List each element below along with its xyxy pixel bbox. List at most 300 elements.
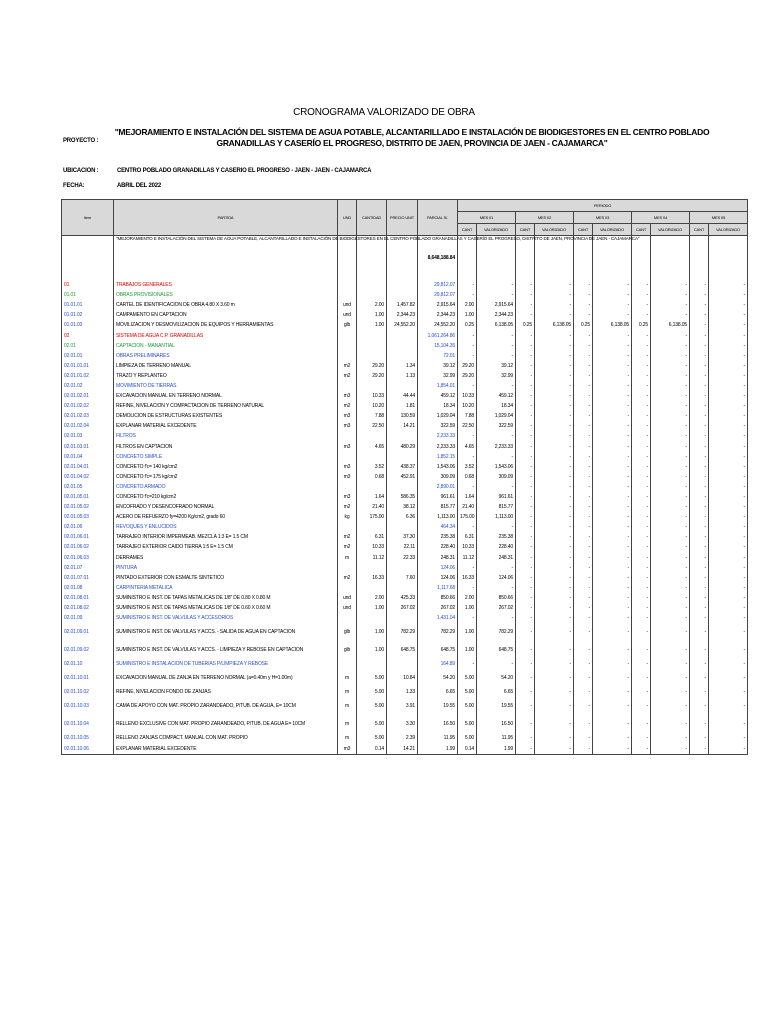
month-valorizado-cell: - [593,573,632,583]
parcial-cell: 18.34 [418,401,458,411]
month-cant-cell: - [632,290,651,300]
item-code: 02.01.03.01 [62,442,114,452]
item-code: 02.01.06.02 [62,542,114,552]
month-cant-cell: - [574,452,593,462]
month-cant-cell: - [690,290,709,300]
month-cant-cell: 16.33 [458,573,477,583]
cantidad-cell: 21.40 [357,502,387,512]
month-valorizado-cell: 6,138.05 [477,320,516,330]
parcial-cell: 72.01 [418,351,458,361]
item-code: 02.01.08.02 [62,603,114,613]
month-cant-cell: - [458,431,477,441]
month-cant-cell: - [516,310,535,320]
month-cant-cell: 0.14 [458,743,477,754]
month-cant-cell: - [690,401,709,411]
month-cant-cell: 1.00 [458,623,477,641]
partida-cell: EXCAVACION MANUAL EN TERRENO NORMAL [114,391,338,401]
month-valorizado-cell: - [651,542,690,552]
parcial-cell: 309.09 [418,472,458,482]
parcial-cell: 124.06 [418,573,458,583]
parcial-cell: 11.95 [418,733,458,743]
month-valorizado-cell: - [535,391,574,401]
parcial-cell: 2,233.33 [418,431,458,441]
precio-cell: 38.12 [387,502,418,512]
month-cant-cell: - [516,743,535,754]
und-cell: m2 [338,542,357,552]
cantidad-cell: 5.00 [357,687,387,697]
partida-cell: MOVILIZACION Y DESMOVILIZACION DE EQUIPOS Y HERRAMIENTAS [114,320,338,330]
month-valorizado-cell: - [709,532,748,542]
partida-cell: REVOQUES Y ENLUCIDOS [114,522,338,532]
month-valorizado-cell: 1,113.00 [477,512,516,522]
month-cant-cell: - [516,697,535,715]
header-precio-unit: PRECIO UNIT [387,200,418,236]
partida-cell: CONCRETO ARMADO [114,482,338,492]
month-valorizado-cell: - [477,659,516,669]
partida-cell: FILTROS EN CAPTACION [114,442,338,452]
month-cant-cell: - [690,573,709,583]
table-row [62,462,748,472]
precio-cell: 14.21 [387,743,418,754]
table-row [62,431,748,441]
month-cant-cell: - [632,687,651,697]
month-cant-cell: - [516,442,535,452]
month-valorizado-cell: - [535,401,574,411]
month-valorizado-cell: - [535,502,574,512]
month-cant-cell: - [690,310,709,320]
parcial-cell: 248.31 [418,553,458,563]
month-valorizado-cell: 2,915.64 [477,300,516,310]
month-cant-cell: - [690,300,709,310]
month-cant-cell: - [516,330,535,340]
month-cant-cell: - [632,280,651,290]
parcial-cell: 464.34 [418,522,458,532]
month-cant-cell: - [574,532,593,542]
month-cant-cell: - [690,452,709,462]
month-cant-cell: - [690,512,709,522]
month-cant-cell: - [632,502,651,512]
item-code: 02.01.07.01 [62,573,114,583]
month-cant-cell: - [516,290,535,300]
parcial-cell: 6.65 [418,687,458,697]
month-valorizado-cell: - [535,431,574,441]
month-valorizado-cell: 228.40 [477,542,516,552]
cantidad-cell: 7.88 [357,411,387,421]
cantidad-cell: 29.20 [357,371,387,381]
table-row [62,583,748,593]
month-valorizado-cell: - [709,492,748,502]
item-code: 02.01.08.01 [62,593,114,603]
month-valorizado-cell: - [535,452,574,462]
month-valorizado-cell: - [535,573,574,583]
month-cant-cell: - [690,280,709,290]
precio-cell: 1.13 [387,371,418,381]
parcial-cell: 961.61 [418,492,458,502]
und-cell: glb [338,641,357,659]
month-valorizado-cell: - [709,401,748,411]
month-valorizado-cell: - [709,542,748,552]
und-cell [338,482,357,492]
table-row [62,613,748,623]
partida-cell: CONCRETO SIMPLE [114,452,338,462]
month-cant-cell: - [516,733,535,743]
month-cant-cell: - [516,522,535,532]
month-cant-cell: - [690,421,709,431]
month-cant-cell: - [574,687,593,697]
precio-cell: 22.33 [387,553,418,563]
month-valorizado-cell: - [651,603,690,613]
cantidad-cell [357,280,387,290]
month-cant-cell: - [516,553,535,563]
precio-cell [387,290,418,300]
header-cant: CANT [458,224,477,236]
month-cant-cell: - [690,733,709,743]
precio-cell: 3.91 [387,697,418,715]
month-cant-cell: - [574,743,593,754]
month-cant-cell: - [690,482,709,492]
month-cant-cell: - [690,542,709,552]
month-cant-cell: - [574,573,593,583]
month-valorizado-cell: - [535,411,574,421]
item-code: 02.01.05.01 [62,492,114,502]
month-valorizado-cell: - [535,341,574,351]
month-valorizado-cell: - [709,290,748,300]
month-cant-cell: - [516,502,535,512]
cantidad-cell [357,613,387,623]
month-cant-cell: - [574,411,593,421]
month-cant-cell: - [516,472,535,482]
item-code: 02.01.10 [62,659,114,669]
precio-cell [387,482,418,492]
header-partida: PARTIDA [114,200,338,236]
month-valorizado-cell: - [651,351,690,361]
precio-cell: 1.33 [387,687,418,697]
precio-cell: 1.34 [387,361,418,371]
precio-cell: 648.75 [387,641,418,659]
cantidad-cell [357,290,387,300]
month-valorizado-cell: 19.55 [477,697,516,715]
und-cell [338,522,357,532]
cantidad-cell: 0.68 [357,472,387,482]
und-cell [338,583,357,593]
month-valorizado-cell: - [535,669,574,687]
month-valorizado-cell: - [593,502,632,512]
header-cant: CANT [632,224,651,236]
month-valorizado-cell: - [535,310,574,320]
cantidad-cell: 29.20 [357,361,387,371]
month-valorizado-cell: 267.02 [477,603,516,613]
month-cant-cell: - [690,641,709,659]
month-cant-cell: - [574,512,593,522]
document-title: CRONOGRAMA VALORIZADO DE OBRA [293,107,475,118]
parcial-cell: 235.38 [418,532,458,542]
cantidad-cell: 10.20 [357,401,387,411]
table-row [62,280,748,290]
month-cant-cell: 21.40 [458,502,477,512]
parcial-cell: 228.40 [418,542,458,552]
month-valorizado-cell: - [651,492,690,502]
month-cant-cell: - [574,697,593,715]
month-valorizado-cell: - [651,512,690,522]
precio-cell: 1,457.82 [387,300,418,310]
month-valorizado-cell: - [709,553,748,563]
month-valorizado-cell: - [651,421,690,431]
month-cant-cell: - [516,669,535,687]
month-valorizado-cell: - [535,603,574,613]
month-cant-cell: - [574,391,593,401]
parcial-cell: 782.29 [418,623,458,641]
month-valorizado-cell: 6.65 [477,687,516,697]
month-cant-cell: 5.00 [458,733,477,743]
cantidad-cell: 1.00 [357,641,387,659]
month-valorizado-cell: - [593,563,632,573]
month-valorizado-cell: - [535,512,574,522]
und-cell: glb [338,623,357,641]
month-valorizado-cell: - [535,300,574,310]
month-cant-cell: - [632,462,651,472]
month-valorizado-cell: - [535,583,574,593]
cantidad-cell [357,563,387,573]
partida-cell: TRABAJOS GENERALES [114,280,338,290]
month-cant-cell: 0.68 [458,472,477,482]
month-cant-cell: - [574,583,593,593]
month-cant-cell: - [574,280,593,290]
month-cant-cell: - [516,641,535,659]
parcial-cell: 15,104.35 [418,341,458,351]
month-valorizado-cell: - [709,310,748,320]
cantidad-cell: 5.00 [357,715,387,733]
parcial-cell: 16.50 [418,715,458,733]
month-valorizado-cell: - [651,280,690,290]
month-cant-cell: - [516,421,535,431]
month-cant-cell: - [574,431,593,441]
month-valorizado-cell: - [709,442,748,452]
month-cant-cell: - [632,733,651,743]
parcial-cell: 164.89 [418,659,458,669]
precio-cell [387,341,418,351]
month-cant-cell: - [632,401,651,411]
month-cant-cell: - [632,391,651,401]
und-cell: m [338,697,357,715]
month-valorizado-cell: - [709,361,748,371]
month-cant-cell: - [458,452,477,462]
month-cant-cell: - [632,522,651,532]
month-valorizado-cell: - [651,341,690,351]
month-valorizado-cell: - [593,715,632,733]
month-valorizado-cell: - [535,351,574,361]
und-cell: m [338,733,357,743]
table-row [62,669,748,687]
month-cant-cell: - [516,583,535,593]
month-cant-cell: - [632,715,651,733]
und-cell: m2 [338,502,357,512]
item-code: 02.01 [62,341,114,351]
month-cant-cell: - [516,573,535,583]
month-valorizado-cell: - [477,522,516,532]
month-cant-cell: 1.00 [458,641,477,659]
parcial-cell: 19.55 [418,697,458,715]
month-valorizado-cell: - [651,522,690,532]
item-code: 02.01.06.01 [62,532,114,542]
month-cant-cell: - [458,290,477,300]
month-cant-cell: - [632,659,651,669]
item-code: 02.01.07 [62,563,114,573]
month-cant-cell: - [516,512,535,522]
parcial-cell: 24,552.20 [418,320,458,330]
month-valorizado-cell: - [593,687,632,697]
precio-cell: 14.21 [387,421,418,431]
table-row [62,687,748,697]
month-valorizado-cell: 459.12 [477,391,516,401]
parcial-cell: 850.66 [418,593,458,603]
parcial-cell: 39.12 [418,361,458,371]
month-valorizado-cell: - [535,623,574,641]
month-valorizado-cell: - [709,563,748,573]
table-row [62,573,748,583]
precio-cell [387,583,418,593]
month-valorizado-cell: - [477,431,516,441]
cantidad-cell [357,341,387,351]
month-valorizado-cell: - [593,532,632,542]
month-cant-cell: - [632,330,651,340]
parcial-cell: 1,852.15 [418,452,458,462]
precio-cell: 22.11 [387,542,418,552]
und-cell: und [338,310,357,320]
item-code: 01.01.02 [62,310,114,320]
header-month: MES 01 [458,212,516,224]
parcial-cell: 1,117.68 [418,583,458,593]
month-valorizado-cell: - [535,563,574,573]
partida-cell: ENCOFRADO Y DESENCOFRADO NORMAL [114,502,338,512]
cantidad-cell: 1.00 [357,310,387,320]
proyecto-text: "MEJORAMIENTO E INSTALACIÓN DEL SISTEMA DE AGUA POTABLE, ALCANTARILLADO E INSTALACIÓN DE BIODIGESTORES EN EL CENTRO POBLADO GRANADILLAS Y CASERÍO EL PROGRESO, DISTRITO DE JAEN, PROVINCIA DE JAEN - CAJAMARCA" [114,127,710,148]
partida-cell: REFINE, NIVELACION Y COMPACTACION DE TERRENO NATURAL [114,401,338,411]
month-valorizado-cell: - [709,452,748,462]
table-row [62,482,748,492]
month-cant-cell: - [574,613,593,623]
precio-cell: 24,552.20 [387,320,418,330]
partida-cell: FILTROS [114,431,338,441]
month-cant-cell: - [516,391,535,401]
parcial-cell: 1.99 [418,743,458,754]
month-cant-cell: - [632,351,651,361]
month-valorizado-cell: 124.06 [477,573,516,583]
schedule-table [61,199,748,755]
und-cell: m3 [338,492,357,502]
month-cant-cell: - [690,442,709,452]
month-valorizado-cell: - [709,431,748,441]
item-code: 02.01.04 [62,452,114,462]
month-valorizado-cell: - [593,401,632,411]
month-cant-cell: - [632,542,651,552]
month-cant-cell: - [574,290,593,300]
partida-cell: RELLENO ZANJAS COMPACT. MANUAL CON MAT. PROPIO [114,733,338,743]
month-valorizado-cell: - [535,743,574,754]
month-cant-cell: - [690,623,709,641]
month-valorizado-cell: - [593,522,632,532]
month-valorizado-cell: - [651,482,690,492]
month-cant-cell: - [458,563,477,573]
month-cant-cell: - [516,452,535,462]
month-cant-cell: - [516,593,535,603]
month-cant-cell: - [574,351,593,361]
month-valorizado-cell: 1.99 [477,743,516,754]
und-cell: m3 [338,442,357,452]
und-cell: m2 [338,371,357,381]
partida-cell: TRAZO Y REPLANTEO [114,371,338,381]
month-valorizado-cell: - [709,715,748,733]
month-valorizado-cell: 16.50 [477,715,516,733]
partida-cell: SUMINISTRO E INST. DE VALVULAS Y ACCESORIOS [114,613,338,623]
item-code: 01.01.03 [62,320,114,330]
partida-cell: PINTURA [114,563,338,573]
precio-cell [387,330,418,340]
month-valorizado-cell: - [651,361,690,371]
header-valorizado: VALORIZADO [477,224,516,236]
partida-cell: SISTEMA DE AGUA C.P. GRANADILLAS [114,330,338,340]
item-code: 02.01.02.01 [62,391,114,401]
item-code: 02.01.10.01 [62,669,114,687]
precio-cell: 1.81 [387,401,418,411]
precio-cell: 44.44 [387,391,418,401]
month-cant-cell: 6.31 [458,532,477,542]
table-row [62,553,748,563]
precio-cell [387,381,418,391]
month-valorizado-cell: - [593,482,632,492]
month-cant-cell: 0.25 [516,320,535,330]
precio-cell: 425.33 [387,593,418,603]
month-cant-cell: 29.20 [458,371,477,381]
month-cant-cell: - [516,300,535,310]
month-valorizado-cell: 815.77 [477,502,516,512]
month-cant-cell: - [632,623,651,641]
month-valorizado-cell: - [477,290,516,300]
partida-cell: CONCRETO f'c= 175 kg/cm2 [114,472,338,482]
header-cantidad: CANTIDAD [357,200,387,236]
month-valorizado-cell: - [651,391,690,401]
month-valorizado-cell: - [709,733,748,743]
month-cant-cell: - [458,381,477,391]
partida-cell: SUMINISTRO E INSTALACION DE TUBERIAS P/LIMPIEZA Y REBOSE [114,659,338,669]
month-cant-cell: - [574,603,593,613]
month-valorizado-cell: - [651,573,690,583]
cantidad-cell [357,381,387,391]
month-valorizado-cell: - [593,623,632,641]
month-cant-cell: - [690,563,709,573]
item-code: 02.01.02.03 [62,411,114,421]
precio-cell: 586.35 [387,492,418,502]
parcial-cell: 267.02 [418,603,458,613]
month-cant-cell: - [690,391,709,401]
month-valorizado-cell: - [709,593,748,603]
item-code: 02.01.01.01 [62,361,114,371]
cantidad-cell [357,431,387,441]
month-cant-cell: 2.00 [458,593,477,603]
month-valorizado-cell: - [651,623,690,641]
month-cant-cell: - [574,330,593,340]
month-valorizado-cell: - [709,320,748,330]
und-cell [338,613,357,623]
cantidad-cell: 1.64 [357,492,387,502]
month-cant-cell: - [690,502,709,512]
month-cant-cell: - [574,361,593,371]
cantidad-cell [357,522,387,532]
month-cant-cell: - [574,341,593,351]
month-valorizado-cell: - [651,613,690,623]
precio-cell: 10.84 [387,669,418,687]
month-valorizado-cell: - [477,482,516,492]
month-valorizado-cell: 6,138.05 [651,320,690,330]
